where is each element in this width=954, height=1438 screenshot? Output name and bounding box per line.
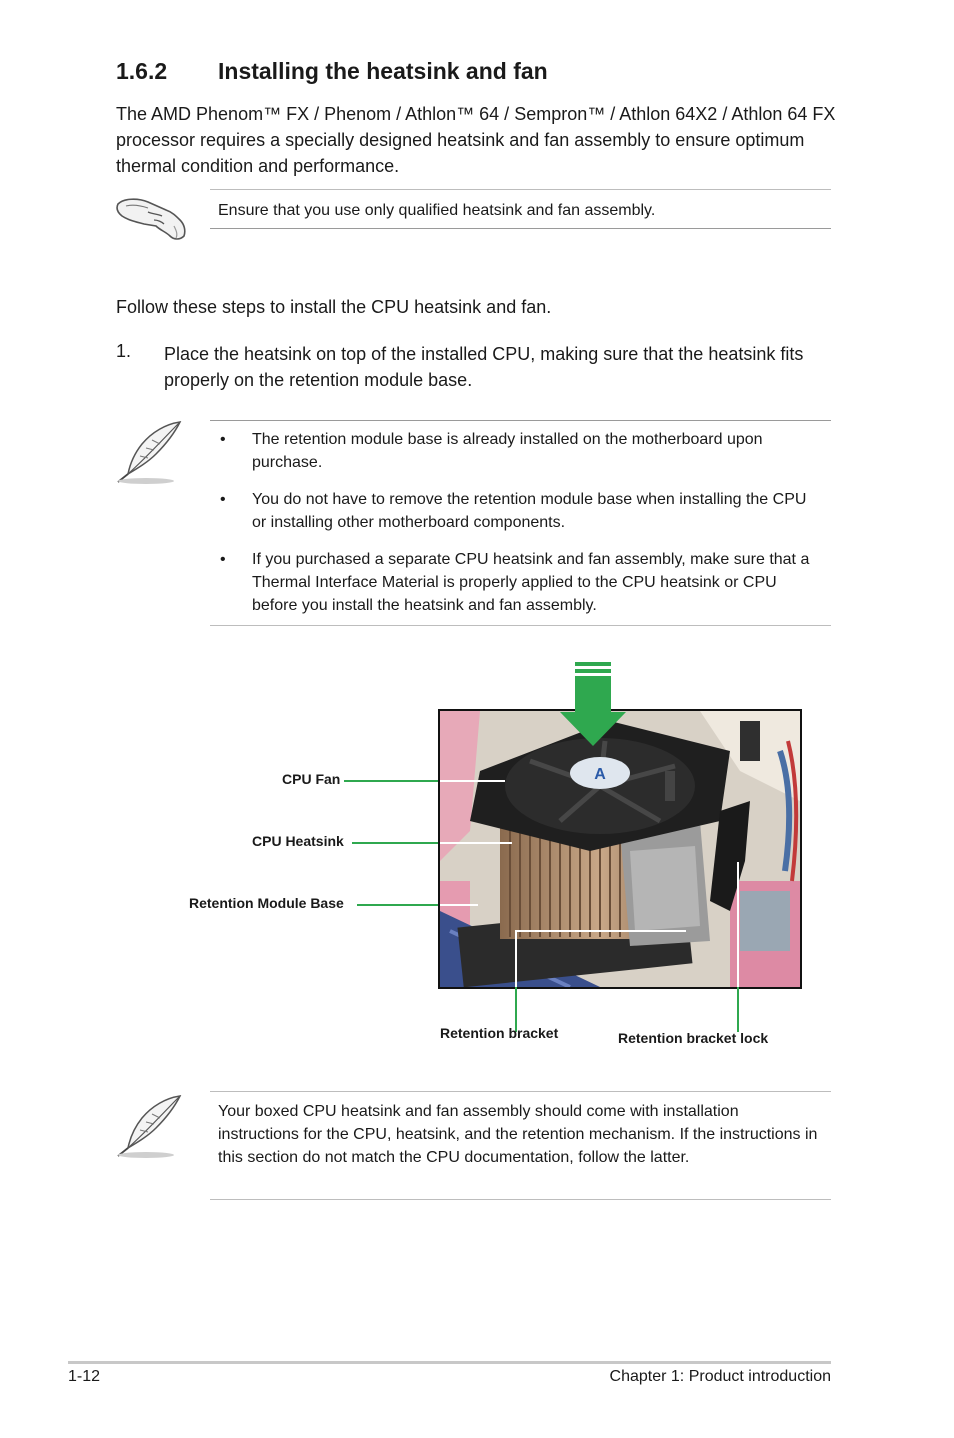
note-2-text: Your boxed CPU heatsink and fan assembly should come with installation instructions for the CPU, heatsink, and the retention mechanism. If the instructions in this section do not match the CPU documentation, follow the latter. — [218, 1103, 818, 1166]
step-1-number: 1. — [116, 341, 132, 361]
chapter-title: Chapter 1: Product introduction — [609, 1368, 831, 1385]
bullet: • — [220, 491, 226, 508]
footer-rule — [68, 1361, 831, 1364]
label-retention-bracket-lock: Retention bracket lock — [618, 1030, 769, 1046]
label-retention-bracket: Retention bracket — [440, 1025, 559, 1041]
note-2-bottom-rule — [210, 1199, 831, 1200]
step-1-text: Place the heatsink on top of the installed CPU, making sure that the heatsink fits properly on the retention module base. — [164, 344, 804, 390]
bullet: • — [220, 551, 226, 568]
list-item-text: You do not have to remove the retention module base when installing the CPU or installing other motherboard components. — [252, 491, 807, 531]
page-number: 1-12 — [68, 1368, 101, 1385]
follow-paragraph: Follow these steps to install the CPU heatsink and fan. — [116, 297, 552, 317]
list-item-text: If you purchased a separate CPU heatsink and fan assembly, make sure that a Thermal Interface Material is properly applied to the CPU heatsink or CPU before you install the heatsink and fan assembly. — [252, 551, 810, 614]
note-2-top-rule — [210, 1091, 831, 1092]
caution-text: Ensure that you use only qualified heatsink and fan assembly. — [218, 202, 656, 219]
bullet: • — [220, 431, 226, 448]
list-item-text: The retention module base is already installed on the motherboard upon purchase. — [252, 431, 763, 471]
quill-note-icon — [112, 1092, 186, 1160]
intro-paragraph: The AMD Phenom™ FX / Phenom / Athlon™ 64 / Sempron™ / Athlon 64X2 / Athlon 64 FX processor requires a specially designed heatsink and fan assembly to ensure optimum thermal condition and performance. — [116, 104, 836, 176]
label-cpu-fan: CPU Fan — [282, 771, 341, 787]
label-retention-module-base: Retention Module Base — [189, 895, 344, 911]
section-title: Installing the heatsink and fan — [218, 58, 548, 84]
section-number: 1.6.2 — [116, 58, 168, 84]
svg-text:A: A — [594, 766, 606, 783]
label-cpu-heatsink: CPU Heatsink — [252, 833, 344, 849]
